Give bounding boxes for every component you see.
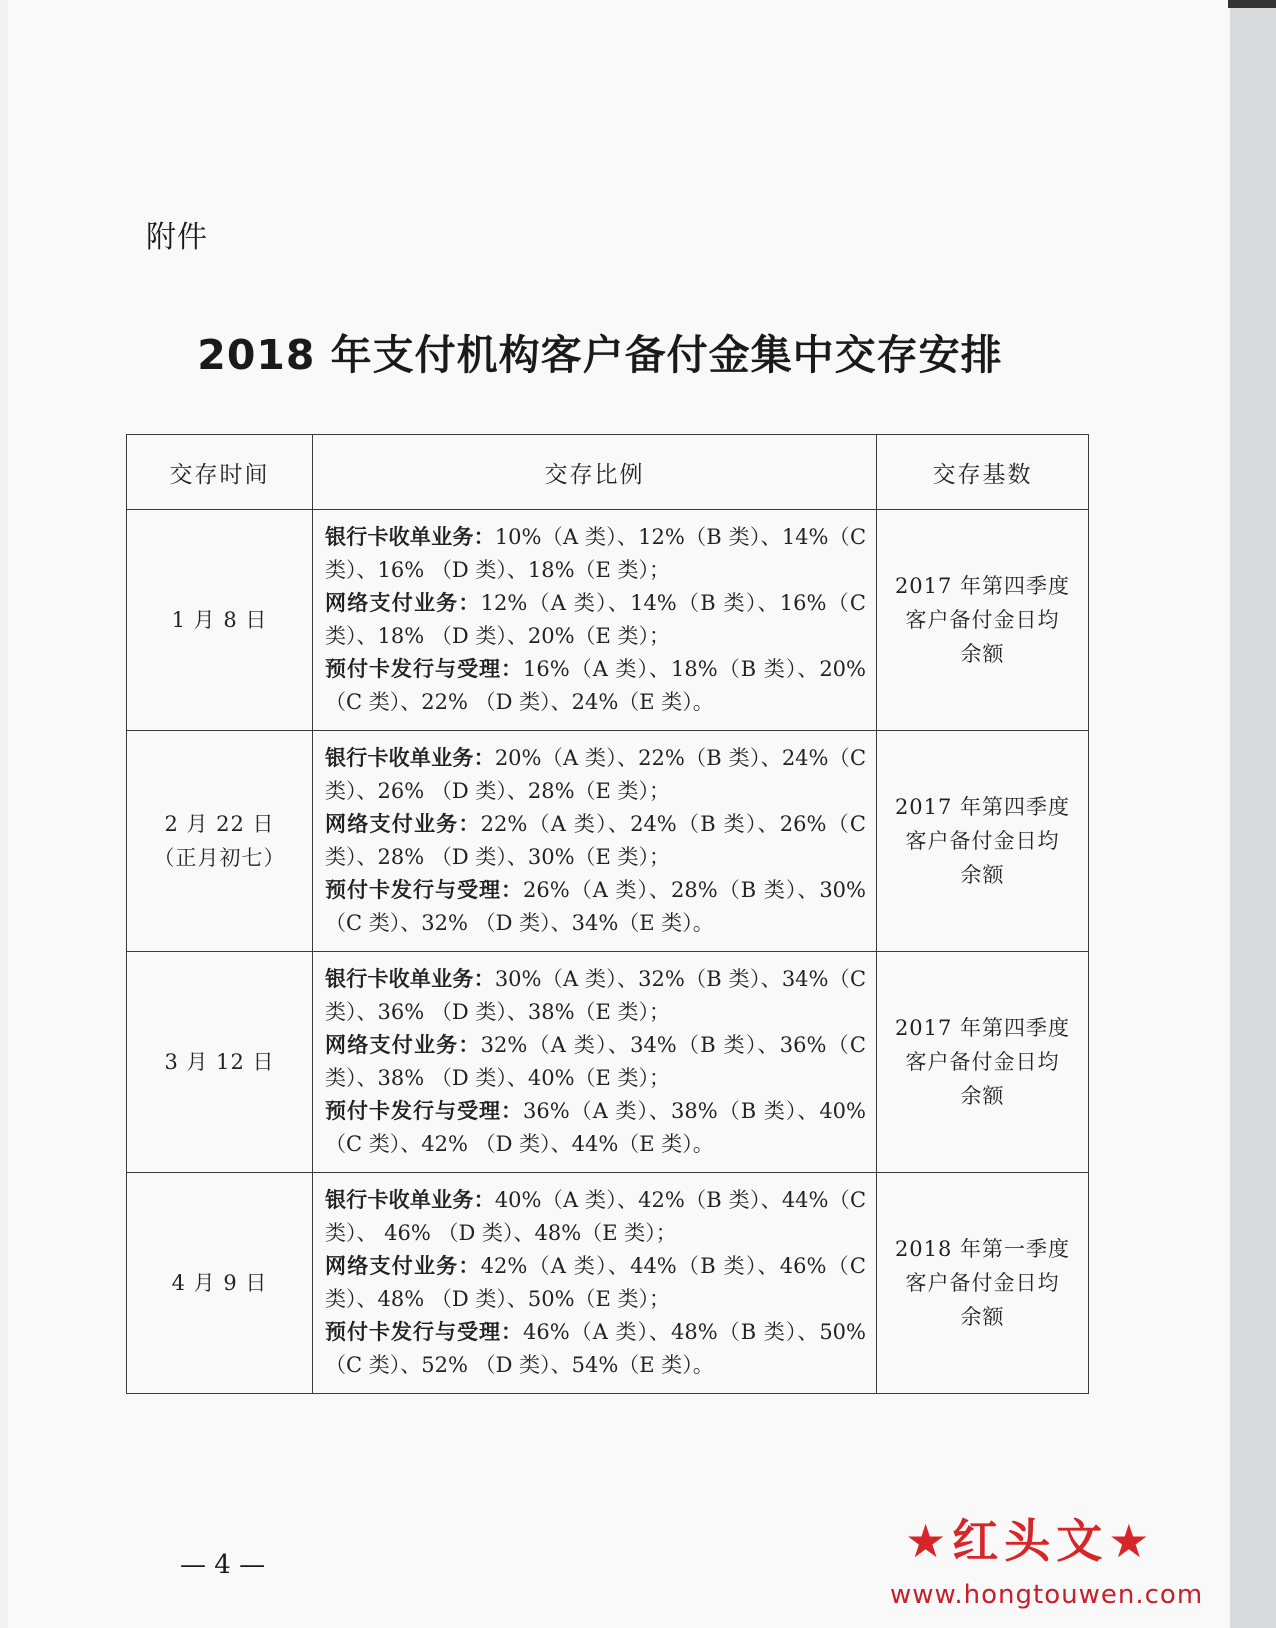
table-row: [127, 510, 1089, 731]
ratio-line: [325, 587, 866, 653]
page-number: — 4 —: [180, 1550, 266, 1580]
watermark-site-url: www.hongtouwen.com: [890, 1580, 1204, 1610]
business-category: 银行卡收单业务：: [325, 746, 495, 770]
deposit-ratio-cell: [313, 952, 877, 1173]
ratio-line: [325, 963, 866, 1029]
table-row: [127, 952, 1089, 1173]
deposit-date: 3 月 12 日: [164, 1050, 275, 1074]
base-line: 客户备付金日均: [905, 608, 1060, 632]
table-row: [127, 1173, 1089, 1394]
base-line: 客户备付金日均: [905, 1271, 1060, 1295]
business-category: 银行卡收单业务：: [325, 525, 495, 549]
business-category: 预付卡发行与受理：: [325, 1320, 524, 1344]
business-category: 网络支付业务：: [325, 591, 481, 615]
base-line: 2017 年第四季度: [894, 795, 1071, 819]
base-line: 客户备付金日均: [905, 829, 1060, 853]
business-category: 银行卡收单业务：: [325, 967, 495, 991]
base-line: 客户备付金日均: [905, 1050, 1060, 1074]
scan-edge: [1230, 0, 1276, 1628]
base-line: 余额: [960, 1305, 1005, 1329]
ratio-line: [325, 521, 866, 587]
ratio-values: 36%（A 类）、38%（B 类）、40%（C 类）、42% （D 类）、44%（E 类）。: [325, 1099, 866, 1156]
watermark-brand-logo: ★红头文★: [905, 1514, 1156, 1568]
deposit-time-cell: [127, 510, 313, 731]
base-line: 余额: [960, 1084, 1005, 1108]
lunar-date-note: （正月初七）: [153, 846, 286, 870]
base-line: 2017 年第四季度: [894, 574, 1071, 598]
ratio-values: 12%（A 类）、14%（B 类）、16%（C 类）、18% （D 类）、20%（E 类）；: [325, 591, 867, 648]
base-line: 2017 年第四季度: [894, 1016, 1071, 1040]
business-category: 网络支付业务：: [325, 1254, 481, 1278]
ratio-line: [325, 874, 866, 940]
header-deposit-time: 交存时间: [127, 435, 313, 510]
document-title: 2018 年支付机构客户备付金集中交存安排: [197, 331, 1003, 379]
ratio-line: [325, 653, 866, 719]
base-line: 余额: [960, 642, 1005, 666]
ratio-values: 46%（A 类）、48%（B 类）、50%（C 类）、52% （D 类）、54%（E 类）。: [325, 1320, 866, 1377]
business-category: 预付卡发行与受理：: [325, 1099, 524, 1123]
deposit-base-cell: [877, 510, 1089, 731]
deposit-base-cell: [877, 952, 1089, 1173]
ratio-values: 22%（A 类）、24%（B 类）、26%（C 类）、28% （D 类）、30%（E 类）；: [325, 812, 867, 869]
table-header-row: [127, 435, 1089, 510]
business-category: 银行卡收单业务：: [325, 1188, 495, 1212]
deposit-time-cell: [127, 731, 313, 952]
ratio-line: [325, 1029, 866, 1095]
ratio-values: 32%（A 类）、34%（B 类）、36%（C 类）、38% （D 类）、40%（E 类）；: [325, 1033, 867, 1090]
deposit-schedule-table: [126, 434, 1089, 1394]
base-line: 余额: [960, 863, 1005, 887]
ratio-values: 10%（A 类）、12%（B 类）、14%（C 类）、16% （D 类）、18%（E 类）；: [325, 525, 867, 582]
deposit-base-cell: [877, 731, 1089, 952]
business-category: 网络支付业务：: [325, 812, 481, 836]
scan-corner-mark: [1228, 0, 1276, 8]
ratio-values: 20%（A 类）、22%（B 类）、24%（C 类）、26% （D 类）、28%（E 类）；: [325, 746, 867, 803]
ratio-values: 40%（A 类）、42%（B 类）、44%（C 类）、 46% （D 类）、48%（E 类）；: [325, 1188, 867, 1245]
deposit-time-cell: [127, 1173, 313, 1394]
deposit-base-cell: [877, 1173, 1089, 1394]
ratio-line: [325, 808, 866, 874]
ratio-line: [325, 1250, 866, 1316]
deposit-ratio-cell: [313, 1173, 877, 1394]
header-deposit-ratio: 交存比例: [313, 435, 877, 510]
business-category: 预付卡发行与受理：: [325, 657, 524, 681]
ratio-line: [325, 1316, 866, 1382]
table-row: [127, 731, 1089, 952]
ratio-line: [325, 1095, 866, 1161]
attachment-label: 附件: [146, 220, 208, 255]
header-deposit-base: 交存基数: [877, 435, 1089, 510]
ratio-values: 16%（A 类）、18%（B 类）、20%（C 类）、22% （D 类）、24%（E 类）。: [325, 657, 866, 714]
ratio-values: 30%（A 类）、32%（B 类）、34%（C 类）、36% （D 类）、38%（E 类）；: [325, 967, 867, 1024]
deposit-date: 2 月 22 日: [164, 812, 275, 836]
ratio-values: 26%（A 类）、28%（B 类）、30%（C 类）、32% （D 类）、34%（E 类）。: [325, 878, 866, 935]
base-line: 2018 年第一季度: [894, 1237, 1071, 1261]
deposit-ratio-cell: [313, 510, 877, 731]
ratio-line: [325, 1184, 866, 1250]
ratio-line: [325, 742, 866, 808]
deposit-time-cell: [127, 952, 313, 1173]
business-category: 网络支付业务：: [325, 1033, 481, 1057]
deposit-date: 4 月 9 日: [171, 1271, 268, 1295]
deposit-ratio-cell: [313, 731, 877, 952]
business-category: 预付卡发行与受理：: [325, 878, 524, 902]
ratio-values: 42%（A 类）、44%（B 类）、46%（C 类）、48% （D 类）、50%（E 类）；: [325, 1254, 867, 1311]
deposit-date: 1 月 8 日: [171, 608, 268, 632]
